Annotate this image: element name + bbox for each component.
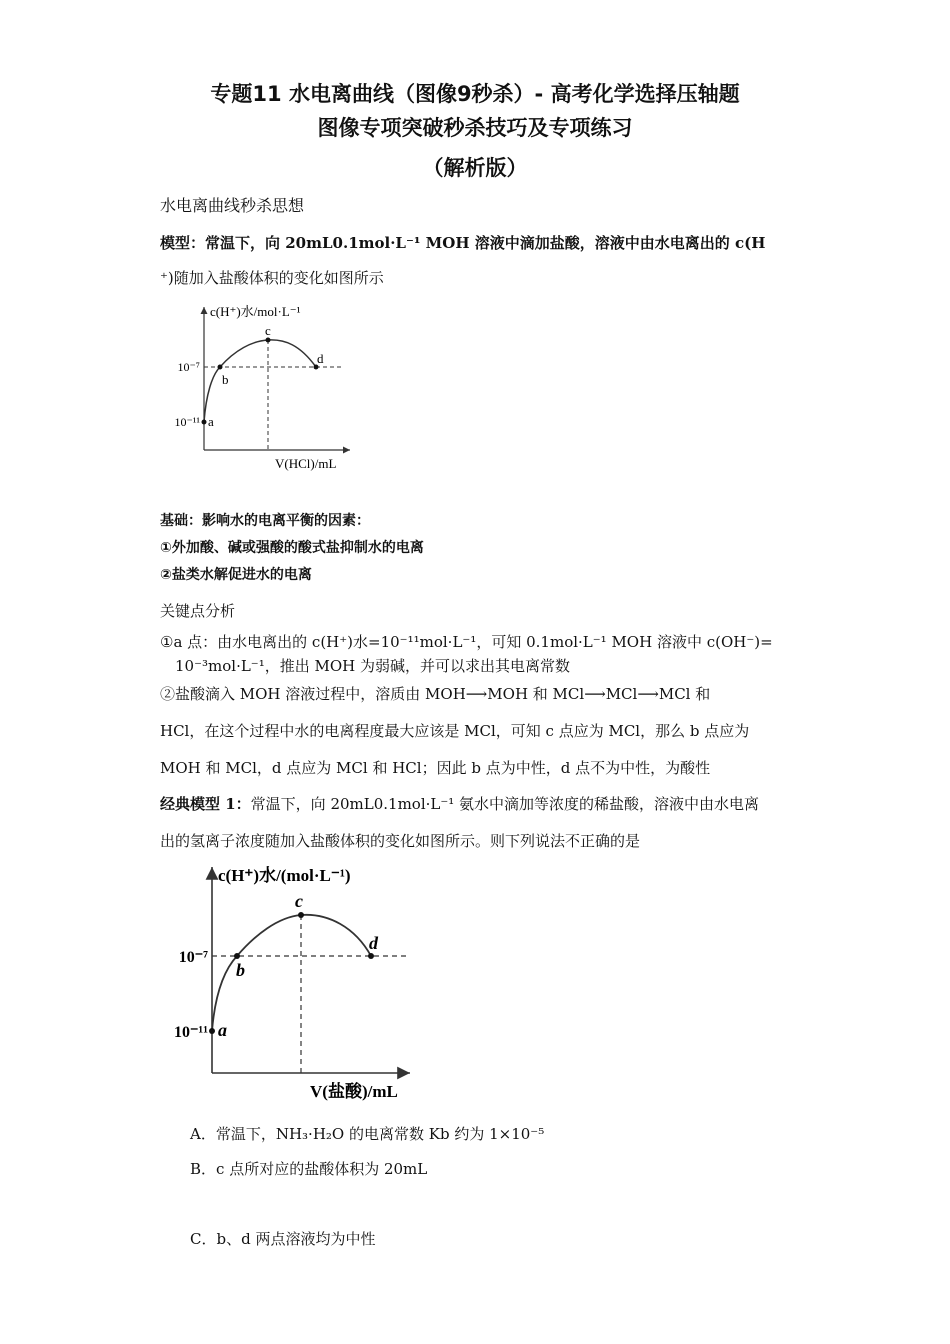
model-label: 模型： — [160, 234, 206, 252]
chart-2-xlabel: V(盐酸)/mL — [310, 1082, 398, 1101]
chart-1-label-c: c — [265, 323, 271, 338]
chart-1 — [160, 295, 360, 480]
title-line-1: 专题11 水电离曲线（图像9秒杀）- 高考化学选择压轴题 — [210, 82, 740, 106]
chart-2 — [160, 855, 420, 1105]
example-line-2: 出的氢离子浓度随加入盐酸体积的变化如图所示。则下列说法不正确的是 — [160, 832, 641, 850]
chart-2-point-a — [209, 1028, 215, 1034]
chart-2-label-b: b — [236, 960, 245, 980]
section-heading: 水电离曲线秒杀思想 — [160, 196, 305, 215]
option-a: A．常温下，NH₃·H₂O 的电离常数 Kb 约为 1×10⁻⁵ — [190, 1125, 545, 1143]
chart-2-ytick-1: 10⁻¹¹ — [173, 1024, 208, 1041]
basis-heading: 基础：影响水的电离平衡的因素： — [160, 513, 370, 529]
analysis-heading: 关键点分析 — [160, 602, 236, 620]
chart-1-label-d: d — [317, 351, 324, 366]
chart-2-point-d — [368, 953, 374, 959]
chart-1-label-a: a — [208, 414, 214, 429]
chart-2-label-d: d — [369, 933, 378, 953]
chart-1-ytick-2: 10⁻⁷ — [177, 360, 200, 374]
chart-1-ylabel: c(H⁺)水/mol·L⁻¹ — [210, 304, 301, 319]
analysis-p1-line-1: ①a 点：由水电离出的 c(H⁺)水=10⁻¹¹mol·L⁻¹，可知 0.1mol·L⁻¹ MOH 溶液中 c(OH⁻)= — [160, 633, 773, 651]
chart-1-xlabel: V(HCl)/mL — [275, 456, 337, 471]
model-paragraph-line-1 — [160, 232, 795, 253]
model-text-1: 常温下，向 20mL0.1mol·L⁻¹ MOH 溶液中滴加盐酸，溶液中由水电离出的 c(H — [205, 234, 766, 252]
chart-2-point-b — [234, 953, 240, 959]
chart-2-ylabel: c(H⁺)水/(mol·L⁻¹) — [218, 866, 351, 885]
example-label: 经典模型 1： — [160, 795, 251, 813]
chart-1-point-c — [266, 338, 271, 343]
title-line-3: （解析版） — [422, 156, 528, 180]
chart-2-point-c — [298, 912, 304, 918]
analysis-p2-line-1: ②盐酸滴入 MOH 溶液过程中，溶质由 MOH⟶MOH 和 MCl⟶MCl⟶MCl 和 — [160, 685, 711, 703]
example-line-1 — [160, 793, 795, 814]
example-text-1: 常温下，向 20mL0.1mol·L⁻¹ 氨水中滴加等浓度的稀盐酸，溶液中由水电离 — [250, 795, 760, 813]
basis-item-2: ②盐类水解促进水的电离 — [160, 567, 312, 583]
analysis-p2-line-3: MOH 和 MCl，d 点应为 MCl 和 HCl；因此 b 点为中性，d 点不为中性，为酸性 — [160, 759, 711, 777]
chart-1-label-b: b — [222, 372, 229, 387]
chart-1-curve — [204, 340, 316, 422]
chart-1-point-a — [202, 420, 207, 425]
analysis-p2-line-2: HCl，在这个过程中水的电离程度最大应该是 MCl，可知 c 点应为 MCl，那么 b 点应为 — [160, 722, 750, 740]
option-c: C．b、d 两点溶液均为中性 — [190, 1230, 376, 1248]
chart-2-ytick-2: 10⁻⁷ — [178, 949, 208, 966]
analysis-p1-line-2: 10⁻³mol·L⁻¹，推出 MOH 为弱碱，并可以求出其电离常数 — [175, 657, 571, 675]
title-line-2: 图像专项突破秒杀技巧及专项练习 — [317, 116, 633, 140]
model-paragraph-line-2: ⁺)随加入盐酸体积的变化如图所示 — [160, 269, 384, 287]
chart-1-point-b — [218, 365, 223, 370]
chart-2-label-a: a — [218, 1020, 227, 1040]
basis-item-1: ①外加酸、碱或强酸的酸式盐抑制水的电离 — [160, 540, 424, 556]
chart-2-label-c: c — [295, 891, 303, 911]
chart-1-ytick-1: 10⁻¹¹ — [174, 415, 200, 429]
option-b: B．c 点所对应的盐酸体积为 20mL — [190, 1160, 428, 1178]
